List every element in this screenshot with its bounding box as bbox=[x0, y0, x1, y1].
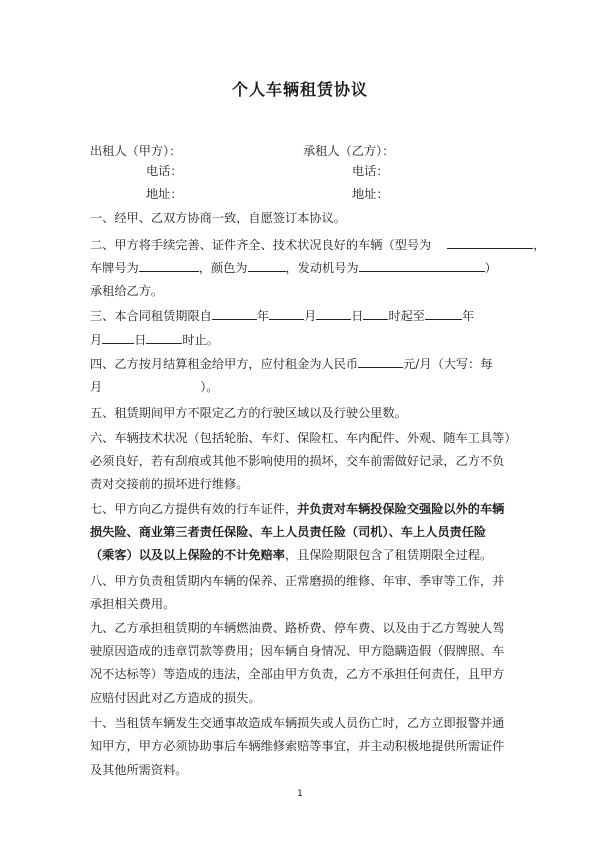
clause-2-line-2 bbox=[90, 260, 520, 276]
rent-month-label: 月 bbox=[90, 380, 103, 394]
clause-7-line-3 bbox=[90, 547, 520, 563]
clause-2-line-3: 承租给乙方。 bbox=[90, 284, 164, 298]
clause-9-line-1: 九、乙方承担租赁期的车辆燃油费、路桥费、停车费、以及由于乙方驾驶人驾 bbox=[90, 621, 505, 635]
color-label: ，颜色为 bbox=[198, 261, 248, 275]
year-label: 年 bbox=[256, 309, 270, 323]
end-year-blank bbox=[425, 308, 462, 320]
end-year-label: 年 bbox=[462, 309, 475, 323]
plate-blank bbox=[139, 260, 199, 272]
start-month-blank bbox=[269, 308, 304, 320]
end-hour-blank bbox=[146, 332, 182, 344]
clause-2-text: 二、甲方将手续完善、证件齐全、技术状况良好的车辆（型号为 bbox=[90, 238, 432, 252]
parties-line bbox=[90, 143, 520, 159]
clause-2-comma: ， bbox=[533, 238, 546, 252]
clause-3-line-2 bbox=[90, 332, 520, 348]
end-day-label: 日 bbox=[134, 333, 147, 347]
start-day-blank bbox=[316, 308, 351, 320]
start-hour-blank bbox=[363, 308, 388, 320]
start-year-blank bbox=[212, 308, 257, 320]
rent-label: 四、乙方按月结算租金给甲方，应付租金为人民币 bbox=[90, 357, 359, 371]
color-blank bbox=[248, 260, 286, 272]
document-title: 个人车辆租赁协议 bbox=[231, 80, 368, 99]
clause-1: 一、经甲、乙双方协商一致，自愿签订本协议。 bbox=[90, 211, 346, 225]
clause-6-line-1: 六、车辆技术状况（包括轮胎、车灯、保险杠、车内配件、外观、随车工具等） bbox=[90, 431, 517, 445]
lessor-label: 出租人（甲方）： bbox=[90, 144, 182, 158]
rent-amount-blank bbox=[358, 356, 403, 368]
clause-6-line-3: 责对交接前的损坏进行维修。 bbox=[90, 477, 249, 491]
clause-3-line-1 bbox=[90, 308, 520, 324]
clause-10-line-2: 知甲方，甲方必须协助事后车辆维修索赔等事宜，并主动积极地提供所需证件 bbox=[90, 739, 505, 753]
clause-6-line-2: 必须良好，若有刮痕或其他不影响使用的损坏，交车前需做好记录，乙方不负 bbox=[90, 454, 505, 468]
engine-blank bbox=[359, 260, 485, 272]
end-day-blank bbox=[102, 332, 134, 344]
clause-10-line-3: 及其他所需资料。 bbox=[90, 763, 188, 777]
lessee-label: 承租人（乙方）： bbox=[303, 144, 395, 158]
term-label: 三、本合同租赁期限自 bbox=[90, 309, 212, 323]
clause-9-line-2: 驶原因造成的违章罚款等费用；因车辆自身情况、甲方隐瞒造假（假牌照、车 bbox=[90, 644, 505, 658]
clause-4-line-1 bbox=[90, 356, 520, 372]
page-number: 1 bbox=[297, 789, 303, 799]
lessor-address-label: 地址： bbox=[146, 187, 183, 201]
clause-2-line-1 bbox=[90, 237, 546, 253]
clause-7-tail: ，且保险期限包含了租赁期限全过程。 bbox=[285, 548, 493, 562]
clause-7-bold-1: 并负责对车辆投保险交强险以外的车辆 bbox=[297, 502, 505, 516]
clause-9-line-3: 况不达标等）等造成的违法，全部由甲方负责，乙方不承担任何责任，且甲方 bbox=[90, 667, 505, 681]
engine-label: ，发动机号为 bbox=[285, 261, 359, 275]
clause-9-line-4: 应赔付因此对乙方造成的损失。 bbox=[90, 691, 261, 705]
plate-label: 车牌号为 bbox=[90, 261, 139, 275]
rent-close: ）。 bbox=[200, 380, 219, 394]
clause-5: 五、租赁期间甲方不限定乙方的行驶区域以及行驶公里数。 bbox=[90, 406, 407, 420]
clause-7-line-2: 损失险、商业第三者责任保险、车上人员责任险（司机）、车上人员责任险 bbox=[90, 525, 487, 539]
clause-8-line-2: 承担相关费用。 bbox=[90, 597, 176, 611]
lessee-address-label: 地址： bbox=[352, 187, 389, 201]
rent-unit-label: 元/月（大写：每 bbox=[403, 357, 493, 371]
month-label: 月 bbox=[304, 309, 317, 323]
end-month-label: 月 bbox=[90, 333, 103, 347]
end-hour-label: 时止。 bbox=[182, 333, 219, 347]
clause-10-line-1: 十、当租赁车辆发生交通事故造成车辆损失或人员伤亡时，乙方立即报警并通 bbox=[90, 716, 505, 730]
clause-2-close-paren: ） bbox=[484, 261, 497, 275]
clause-7-text: 七、甲方向乙方提供有效的行车证件， bbox=[90, 502, 298, 516]
clause-7-bold-2: （乘客）以及以上保险的不计免赔率 bbox=[90, 548, 285, 562]
lessor-phone-label: 电话： bbox=[146, 164, 183, 178]
clause-4-line-2 bbox=[90, 379, 520, 395]
until-label: 时起至 bbox=[388, 309, 425, 323]
model-blank bbox=[447, 237, 533, 249]
clause-8-line-1: 八、甲方负责租赁期内车辆的保养、正常磨损的维修、年审、季审等工作，并 bbox=[90, 574, 505, 588]
clause-7-line-1 bbox=[90, 501, 520, 517]
day-label: 日 bbox=[351, 309, 364, 323]
lessee-phone-label: 电话： bbox=[352, 164, 389, 178]
